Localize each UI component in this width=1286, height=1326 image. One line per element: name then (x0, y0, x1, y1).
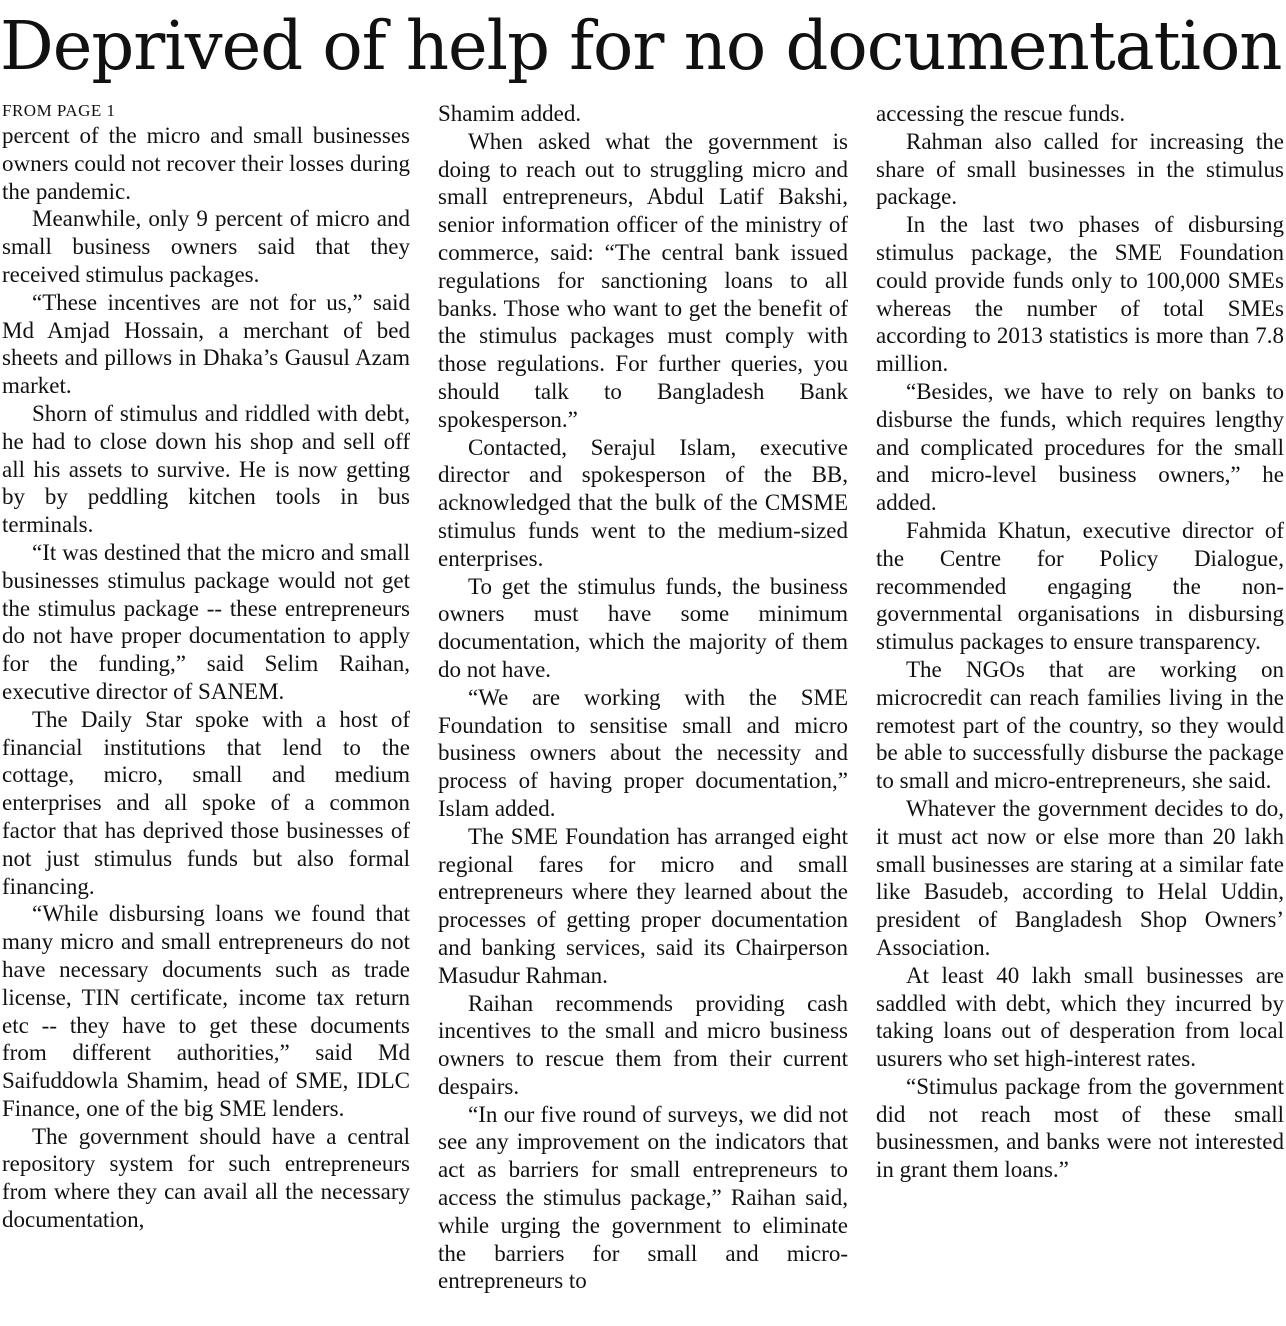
paragraph: At least 40 lakh small businesses are saddled with debt, which they incurred by taking loans out of desperation from local usurers who set high-interest rates. (876, 962, 1284, 1072)
paragraph: The SME Foundation has arranged eight regional fares for micro and small entrepreneurs where they learned about the processes of getting proper documentation and banking services, said its Chairperson Masudur Rahman. (438, 823, 848, 988)
paragraph: “Stimulus package from the government did not reach most of these small businessmen, and banks were not interested in grant them loans.” (876, 1073, 1284, 1183)
paragraph: Whatever the government decides to do, it must act now or else more than 20 lakh small businesses are staring at a similar fate like Basudeb, according to Helal Uddin, president of Bangladesh Shop Owners’ Association. (876, 795, 1284, 960)
paragraph: Shamim added. (438, 101, 582, 126)
paragraph: When asked what the government is doing to reach out to struggling micro and small entrepreneurs, Abdul Latif Bakshi, senior information officer of the ministry of commerce, said: “The central bank issued regulations for sanctioning loans to all banks. Those who want to get the benefit of the stimulus packages must comply with those regulations. For further queries, you should talk to Bangladesh Bank spokesperson.” (438, 128, 848, 432)
paragraph: Rahman also called for increasing the share of small businesses in the stimulus package. (876, 128, 1284, 210)
paragraph: “In our five round of surveys, we did not see any improvement on the indicators that act as barriers for small entrepreneurs to access the stimulus package,” Raihan said, while urging the government to eliminate the barriers for small and micro-entrepreneurs to (438, 1101, 848, 1294)
article-column-3 (876, 100, 1284, 1326)
article-column-2 (438, 100, 848, 1326)
paragraph: “Besides, we have to rely on banks to disburse the funds, which requires lengthy and complicated procedures for the small and micro-level business owners,” he added. (876, 378, 1284, 516)
article-headline: Deprived of help for no documentation (0, 7, 1282, 85)
paragraph: The government should have a central repository system for such entrepreneurs from where they can avail all the necessary documentation, (2, 1123, 410, 1233)
paragraph: “While disbursing loans we found that many micro and small entrepreneurs do not have necessary documents such as trade license, TIN certificate, income tax return etc -- they have to get these documents from different authorities,” said Md Saifuddowla Shamim, head of SME, IDLC Finance, one of the big SME lenders. (2, 901, 410, 1121)
paragraph: In the last two phases of disbursing stimulus package, the SME Foundation could provide funds only to 100,000 SMEs whereas the number of total SMEs according to 2013 statistics is more than 7.8 million. (876, 212, 1284, 377)
paragraph: To get the stimulus funds, the business owners must have some minimum documentation, which the majority of them do not have. (438, 573, 848, 682)
paragraph: percent of the micro and small businesses owners could not recover their losses during the pandemic. (2, 123, 410, 204)
paragraph: Contacted, Serajul Islam, executive director and spokesperson of the BB, acknowledged that the bulk of the CMSME stimulus funds went to the medium-sized enterprises. (438, 434, 848, 571)
paragraph: “We are working with the SME Foundation to sensitise small and micro business owners about the necessity and process of having proper documentation,” Islam added. (438, 684, 848, 821)
paragraph: The Daily Star spoke with a host of financial institutions that lend to the cottage, micro, small and medium enterprises and all spoke of a common factor that has deprived those businesses of not just stimulus funds but also formal financing. (2, 706, 410, 899)
paragraph: Fahmida Khatun, executive director of the Centre for Policy Dialogue, recommended engaging the non-governmental organisations in disbursing stimulus packages to ensure transparency. (876, 517, 1284, 655)
article-column-1 (2, 100, 410, 1326)
paragraph: accessing the rescue funds. (876, 101, 1126, 126)
paragraph: Raihan recommends providing cash incentives to the small and micro business owners to rescue them from their current despairs. (438, 990, 848, 1099)
jump-line: FROM PAGE 1 (2, 101, 116, 120)
paragraph: Meanwhile, only 9 percent of micro and small business owners said that they received stimulus packages. (2, 206, 410, 287)
paragraph: Shorn of stimulus and riddled with debt, he had to close down his shop and sell off all his assets to survive. He is now getting by by peddling kitchen tools in bus terminals. (2, 400, 410, 538)
paragraph: “These incentives are not for us,” said Md Amjad Hossain, a merchant of bed sheets and pillows in Dhaka’s Gausul Azam market. (2, 289, 410, 399)
paragraph: “It was destined that the micro and small businesses stimulus package would not get the stimulus package -- these entrepreneurs do not have proper documentation to apply for the funding,” said Selim Raihan, executive director of SANEM. (2, 539, 410, 704)
paragraph: The NGOs that are working on microcredit can reach families living in the remotest part of the country, so they would be able to successfully disburse the package to small and micro-entrepreneurs, she said. (876, 656, 1284, 794)
